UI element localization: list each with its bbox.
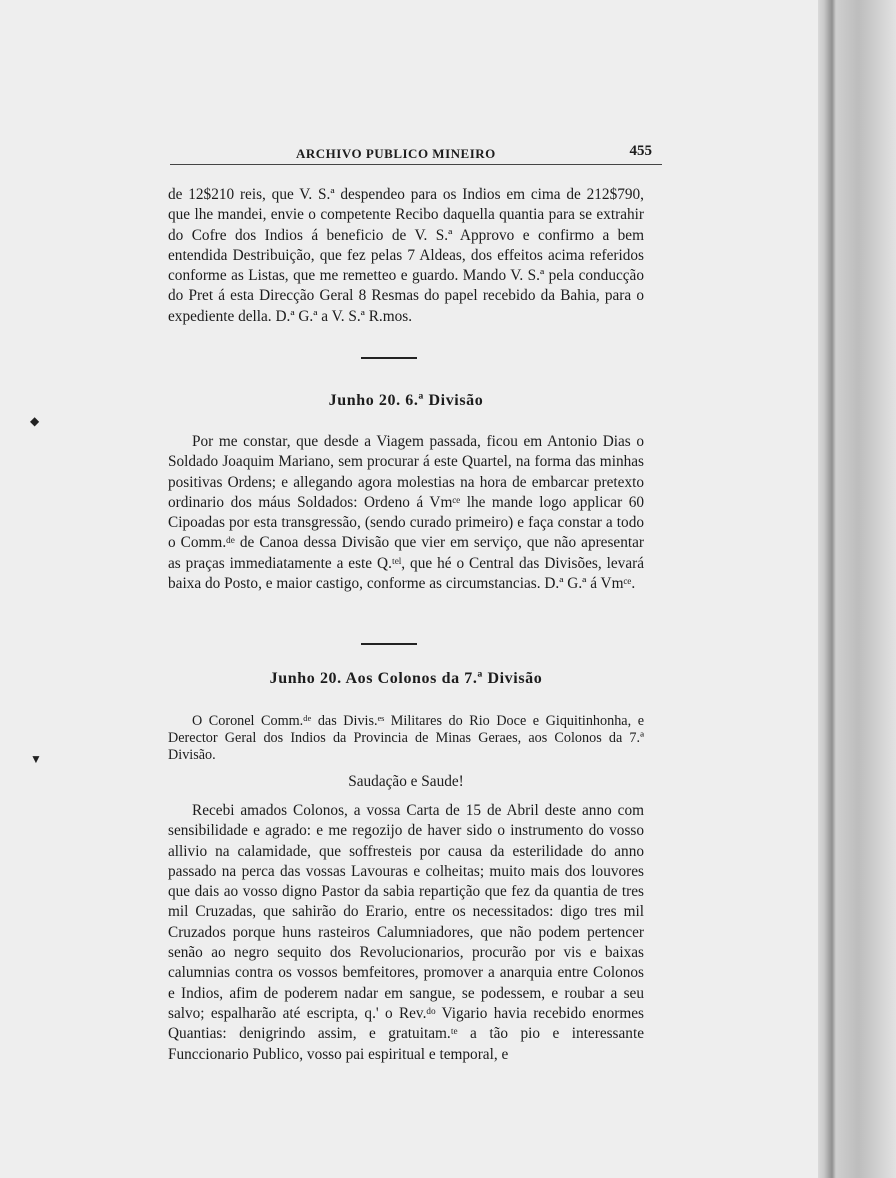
page-number: 455 (629, 143, 652, 159)
section-divider-2 (361, 643, 417, 645)
section2-body: Recebi amados Colonos, a vossa Carta de 15 de Abril deste anno com sensibilidade e agrado: e me regozijo de haver sido o instrumento do vosso allivio na calamidade, que soffresteis por causa da esterilidade do anno passado na perca das vossas Lavouras e colheitas; muito mais dos louvores que dais ao vosso digno Pastor da sabia repartição que fez da quantia de tres mil Cruzadas, que sahirão do Erario, entre os necessitados: digo tres mil Cruzados porque huns rasteiros Calumniadores, que não podem pertencer senão ao negro sequito dos Revolucionarios, procurão por vis e baixas calumnias contra os vossos bemfeitores, promover a anarquia entre Colonos e Indios, afim de poderem nadar em sangue, se podessem, e roubar a seu salvo; espalharão até escripta, q.' o Rev.ᵈᵒ Vigario havia recebido enormes Quantias: denigrindo assim, e gratuitam.ᵗᵉ a tão pio e interessante Funccionario Publico, vosso pai espiritual e temporal, e (168, 802, 644, 1063)
section-divider-1 (361, 357, 417, 359)
section2-intro: O Coronel Comm.ᵈᵉ das Divis.ᵉˢ Militares do Rio Doce e Giquitinhonha, e Derector Geral dos Indios da Provincia de Minas Geraes, aos Colonos da 7.ª Divisão. (168, 713, 644, 763)
section1-body: Por me constar, que desde a Viagem passada, ficou em Antonio Dias o Soldado Joaquim Mariano, sem procurar á este Quartel, na forma das minhas positivas Ordens; e allegando agora molestias na hora de embarcar pretexto ordinario dos máus Soldados: Ordeno á Vmᶜᵉ lhe mande logo applicar 60 Cipoadas por esta transgressão, (sendo curado primeiro) e faça constar a todo o Comm.ᵈᵉ de Canoa dessa Divisão que vier em serviço, que não apresentar as praças immediatamente a este Q.ᵗᵉˡ, que hé o Central das Divisões, levará baixa do Posto, e maior castigo, conforme as circumstancias. D.ª G.ª á Vmᶜᵉ. (168, 433, 644, 593)
section2-heading: Junho 20. Aos Colonos da 7.ª Divisão (269, 670, 543, 687)
continuation-paragraph: de 12$210 reis, que V. S.ª despendeo para os Indios em cima de 212$790, que lhe mandei, envie o competente Recibo daquella quantia para se extrahir do Cofre dos Indios á beneficio de V. S.ª Approvo e confirmo a bem entendida Destribuição, que fez pelas 7 Aldeas, dos effeitos acima referidos conforme as Listas, que me remetteo e guardo. Mando V. S.ª pela conducção do Pret á esta Direcção Geral 8 Resmas do papel recebido da Bahia, para o expediente della. D.ª G.ª a V. S.ª R.mos. (168, 186, 644, 325)
margin-mark-1: ◆ (30, 414, 40, 428)
margin-mark-2: ▼ (30, 752, 42, 766)
running-header (170, 140, 662, 165)
page-edge-shadow (818, 0, 896, 1178)
section1-heading: Junho 20. 6.ª Divisão (328, 392, 484, 409)
salutation: Saudação e Saude! (348, 773, 464, 790)
header-title: ARCHIVO PUBLICO MINEIRO (296, 146, 496, 161)
